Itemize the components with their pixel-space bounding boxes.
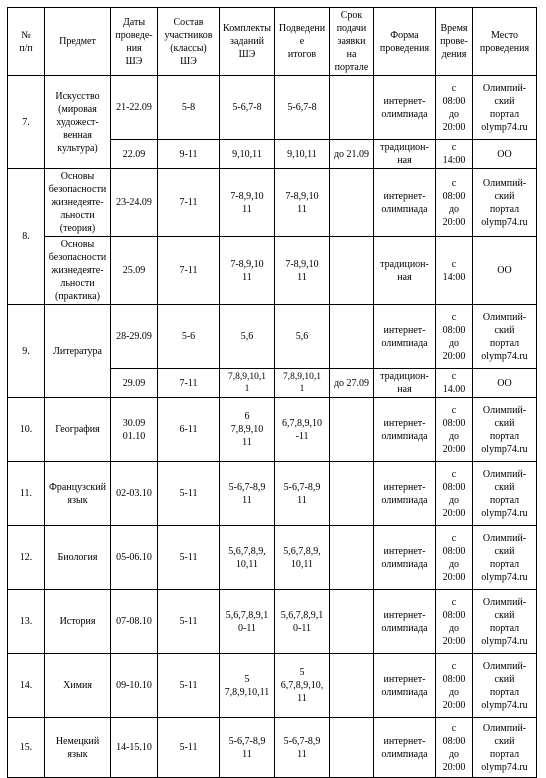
deadline-cell (330, 654, 374, 718)
subject-name: Химия (45, 654, 111, 718)
table-row (8, 654, 537, 718)
results-cell: 7-8,9,10 11 (275, 237, 330, 305)
form-cell: интернет- олимпиада (374, 76, 436, 140)
table-row (8, 718, 537, 778)
deadline-cell (330, 76, 374, 140)
dates-cell: 22.09 (111, 140, 158, 169)
header-cell: Срок подачи заявки на портале (330, 8, 374, 76)
time-cell: с 08:00 до 20:00 (436, 305, 473, 369)
form-cell: интернет- олимпиада (374, 590, 436, 654)
deadline-cell (330, 169, 374, 237)
header-cell: Подведение итогов (275, 8, 330, 76)
classes-cell: 5-8 (158, 76, 220, 140)
subject-name: Немецкий язык (45, 718, 111, 778)
schedule-table (7, 7, 537, 778)
table-row (8, 169, 537, 237)
results-cell: 7,8,9,10,1 1 (275, 369, 330, 398)
dates-cell: 28-29.09 (111, 305, 158, 369)
row-number: 12. (8, 526, 45, 590)
row-number: 8. (8, 169, 45, 305)
dates-cell: 30.09 01.10 (111, 398, 158, 462)
subject-name: География (45, 398, 111, 462)
form-cell: интернет- олимпиада (374, 169, 436, 237)
classes-cell: 5-6 (158, 305, 220, 369)
dates-cell: 23-24.09 (111, 169, 158, 237)
form-cell: интернет- олимпиада (374, 398, 436, 462)
time-cell: с 14.00 (436, 369, 473, 398)
form-cell: традицион- ная (374, 237, 436, 305)
dates-cell: 05-06.10 (111, 526, 158, 590)
form-cell: интернет- олимпиада (374, 718, 436, 778)
sets-cell: 5,6,7,8,9,1 0-11 (220, 590, 275, 654)
header-cell: Место проведения (473, 8, 537, 76)
dates-cell: 29.09 (111, 369, 158, 398)
table-row (8, 462, 537, 526)
row-number: 11. (8, 462, 45, 526)
place-cell: Олимпий- ский портал olymp74.ru (473, 398, 537, 462)
dates-cell: 21-22.09 (111, 76, 158, 140)
classes-cell: 6-11 (158, 398, 220, 462)
place-cell: ОО (473, 140, 537, 169)
time-cell: с 08:00 до 20:00 (436, 462, 473, 526)
subject-name: Основы безопасности жизнедеяте- льности (теория) (45, 169, 111, 237)
time-cell: с 08:00 до 20:00 (436, 718, 473, 778)
sets-cell: 5-6,7-8,9 11 (220, 718, 275, 778)
table-row (8, 526, 537, 590)
place-cell: Олимпий- ский портал olymp74.ru (473, 590, 537, 654)
sets-cell: 7-8,9,10 11 (220, 169, 275, 237)
time-cell: с 14:00 (436, 237, 473, 305)
results-cell: 5-6,7-8 (275, 76, 330, 140)
dates-cell: 02-03.10 (111, 462, 158, 526)
row-number: 10. (8, 398, 45, 462)
sets-cell: 5-6,7-8 (220, 76, 275, 140)
results-cell: 6,7,8,9,10 -11 (275, 398, 330, 462)
header-cell: Время прове- дения (436, 8, 473, 76)
form-cell: интернет- олимпиада (374, 654, 436, 718)
place-cell: Олимпий- ский портал olymp74.ru (473, 526, 537, 590)
time-cell: с 08:00 до 20:00 (436, 76, 473, 140)
deadline-cell (330, 398, 374, 462)
time-cell: с 08:00 до 20:00 (436, 526, 473, 590)
dates-cell: 07-08.10 (111, 590, 158, 654)
results-cell: 5-6,7-8,9 11 (275, 718, 330, 778)
classes-cell: 5-11 (158, 718, 220, 778)
classes-cell: 7-11 (158, 237, 220, 305)
form-cell: интернет- олимпиада (374, 526, 436, 590)
classes-cell: 5-11 (158, 590, 220, 654)
deadline-cell (330, 237, 374, 305)
subject-name: Французский язык (45, 462, 111, 526)
dates-cell: 14-15.10 (111, 718, 158, 778)
time-cell: с 08:00 до 20:00 (436, 654, 473, 718)
place-cell: Олимпий- ский портал olymp74.ru (473, 169, 537, 237)
place-cell: ОО (473, 237, 537, 305)
place-cell: Олимпий- ский портал olymp74.ru (473, 654, 537, 718)
time-cell: с 08:00 до 20:00 (436, 398, 473, 462)
row-number: 14. (8, 654, 45, 718)
form-cell: традицион- ная (374, 140, 436, 169)
dates-cell: 25.09 (111, 237, 158, 305)
time-cell: с 08:00 до 20:00 (436, 590, 473, 654)
form-cell: традицион- ная (374, 369, 436, 398)
deadline-cell (330, 462, 374, 526)
place-cell: Олимпий- ский портал olymp74.ru (473, 76, 537, 140)
table-row (8, 305, 537, 369)
header-row (8, 8, 537, 76)
row-number: 13. (8, 590, 45, 654)
deadline-cell (330, 590, 374, 654)
subject-name: История (45, 590, 111, 654)
row-number: 9. (8, 305, 45, 398)
row-number: 15. (8, 718, 45, 778)
table-row (8, 76, 537, 140)
classes-cell: 5-11 (158, 462, 220, 526)
sets-cell: 9,10,11 (220, 140, 275, 169)
place-cell: Олимпий- ский портал olymp74.ru (473, 718, 537, 778)
results-cell: 5,6,7,8,9,1 0-11 (275, 590, 330, 654)
sets-cell: 5,6 (220, 305, 275, 369)
time-cell: с 14:00 (436, 140, 473, 169)
place-cell: Олимпий- ский портал olymp74.ru (473, 305, 537, 369)
results-cell: 5,6,7,8,9, 10,11 (275, 526, 330, 590)
header-cell: Состав участников (классы) ШЭ (158, 8, 220, 76)
header-cell: № п/п (8, 8, 45, 76)
results-cell: 9,10,11 (275, 140, 330, 169)
subject-name: Искусство (мировая художест- венная культура) (45, 76, 111, 169)
form-cell: интернет- олимпиада (374, 305, 436, 369)
table-row (8, 398, 537, 462)
classes-cell: 5-11 (158, 654, 220, 718)
classes-cell: 9-11 (158, 140, 220, 169)
subject-name: Литература (45, 305, 111, 398)
sets-cell: 5,6,7,8,9, 10,11 (220, 526, 275, 590)
subject-name: Основы безопасности жизнедеяте- льности (практика) (45, 237, 111, 305)
results-cell: 5-6,7-8,9 11 (275, 462, 330, 526)
deadline-cell: до 27.09 (330, 369, 374, 398)
classes-cell: 5-11 (158, 526, 220, 590)
dates-cell: 09-10.10 (111, 654, 158, 718)
classes-cell: 7-11 (158, 369, 220, 398)
sets-cell: 7-8,9,10 11 (220, 237, 275, 305)
sets-cell: 5-6,7-8,9 11 (220, 462, 275, 526)
results-cell: 5 6,7,8,9,10, 11 (275, 654, 330, 718)
sets-cell: 5 7,8,9,10,11 (220, 654, 275, 718)
results-cell: 5,6 (275, 305, 330, 369)
deadline-cell (330, 718, 374, 778)
deadline-cell: до 21.09 (330, 140, 374, 169)
place-cell: ОО (473, 369, 537, 398)
form-cell: интернет- олимпиада (374, 462, 436, 526)
header-cell: Даты проведе- ния ШЭ (111, 8, 158, 76)
header-cell: Форма проведения (374, 8, 436, 76)
subject-name: Биология (45, 526, 111, 590)
deadline-cell (330, 526, 374, 590)
header-cell: Предмет (45, 8, 111, 76)
classes-cell: 7-11 (158, 169, 220, 237)
sets-cell: 7,8,9,10,1 1 (220, 369, 275, 398)
results-cell: 7-8,9,10 11 (275, 169, 330, 237)
deadline-cell (330, 305, 374, 369)
place-cell: Олимпий- ский портал olymp74.ru (473, 462, 537, 526)
header-cell: Комплекты заданий ШЭ (220, 8, 275, 76)
sets-cell: 6 7,8,9,10 11 (220, 398, 275, 462)
time-cell: с 08:00 до 20:00 (436, 169, 473, 237)
table-row (8, 590, 537, 654)
row-number: 7. (8, 76, 45, 169)
table-row (8, 237, 537, 305)
